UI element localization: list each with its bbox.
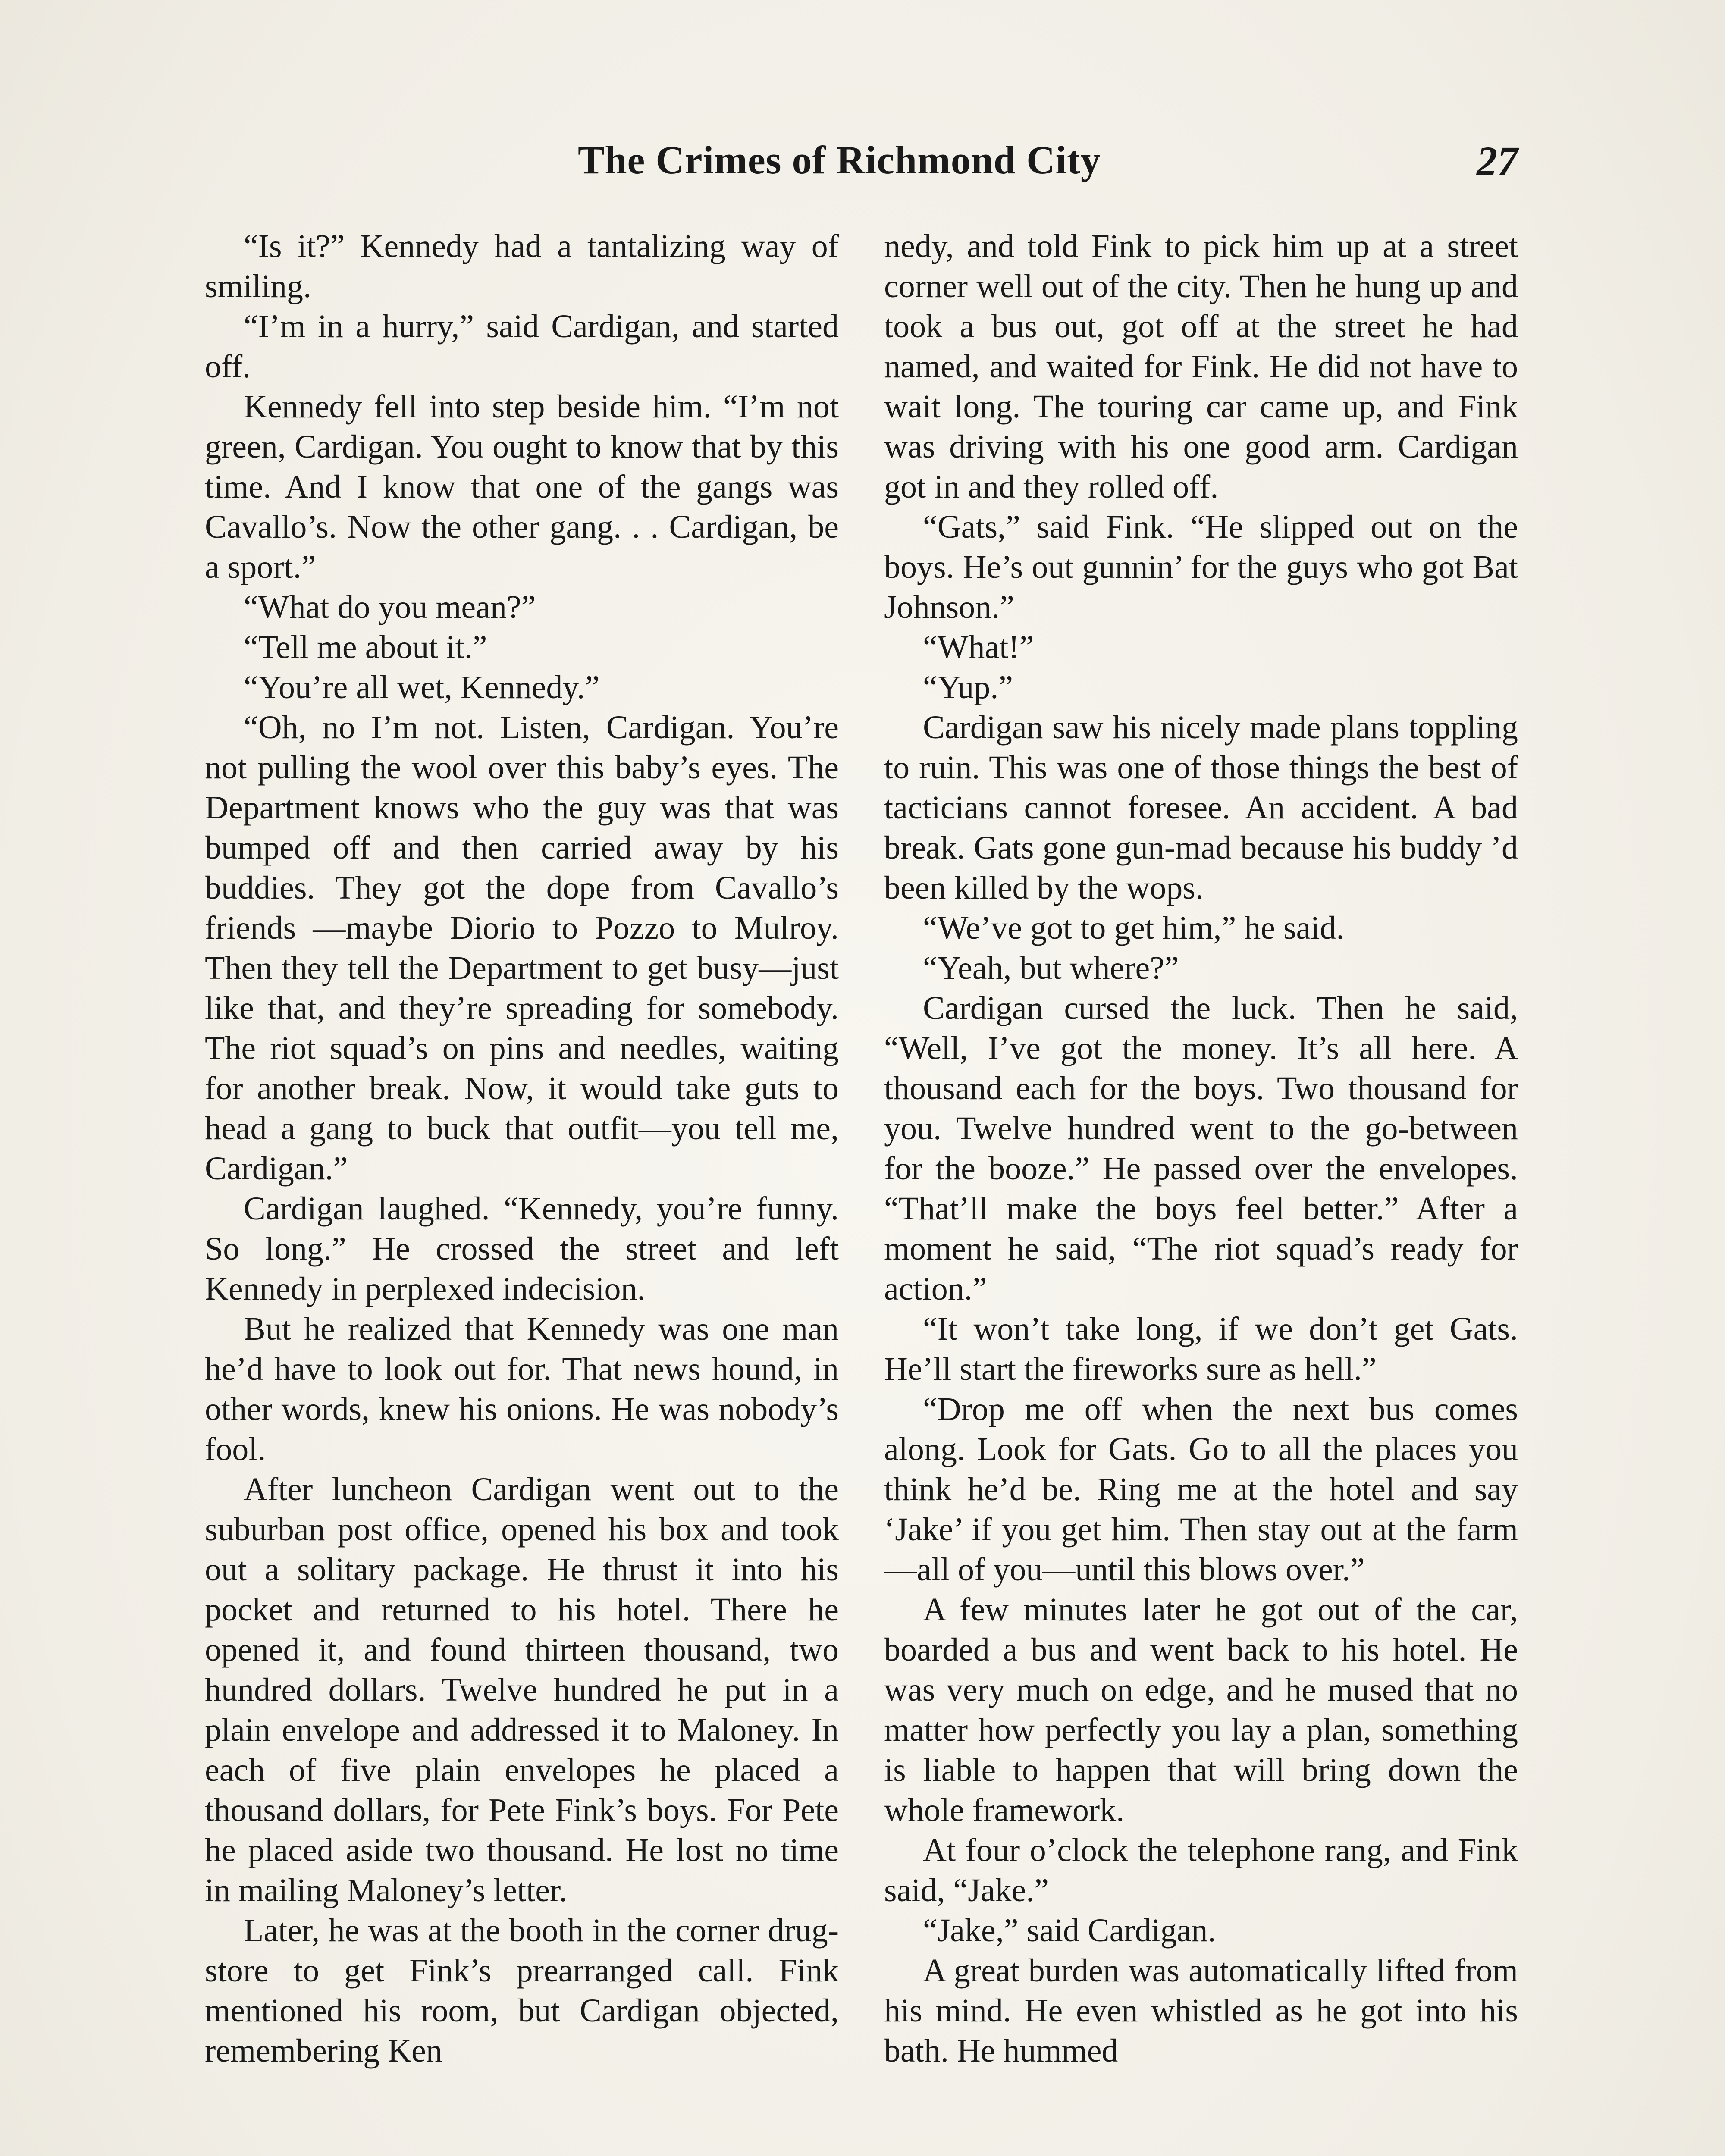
paragraph: “We’ve got to get him,” he said. xyxy=(923,910,1345,946)
paragraph: After luncheon Cardigan went out to the suburban post office, opened his box and took out a solitary package. He thrust it into his pocket and returned to his hotel. There he opened it, and found thirteen thousand, two hundred dollars. Twelve hundred he put in a plain envelope and addressed it to Maloney. In each of five plain envelopes he placed a thousand dollars, for Pete Fink’s boys. For Pete he placed aside two thousand. He lost no time in mailing Maloney’s letter. xyxy=(205,1471,839,1908)
paragraph: “I’m in a hurry,” said Cardigan, and started off. xyxy=(205,308,839,385)
paragraph: “Yeah, but where?” xyxy=(923,950,1179,986)
paragraph: “Oh, no I’m not. Listen, Cardigan. You’re not pulling the wool over this baby’s eyes. The Department knows who the guy was that was bumped off and then carried away by his buddies. They got the dope from Cavallo’s friends —maybe Diorio to Pozzo to Mulroy. Then they tell the Department to get busy—just like that, and they’re spreading for somebody. The riot squad’s on pins and needles, waiting for another break. Now, it would take guts to head a gang to buck that outfit—you tell me, Cardigan.” xyxy=(205,709,839,1187)
paragraph: A great burden was automatically lifted from his mind. He even whistled as he got into his bath. He hummed xyxy=(884,1952,1518,2069)
left-column xyxy=(205,226,839,2071)
paragraph: But he realized that Kennedy was one man he’d have to look out for. That news hound, in other words, knew his onions. He was nobody’s fool. xyxy=(205,1311,839,1467)
paragraph: Cardigan laughed. “Kennedy, you’re funny. So long.” He crossed the street and left Kennedy in perplexed indecision. xyxy=(205,1191,839,1307)
paragraph: “Gats,” said Fink. “He slipped out on the boys. He’s out gunnin’ for the guys who got Bat Johnson.” xyxy=(884,509,1518,625)
paragraph: Cardigan saw his nicely made plans toppling to ruin. This was one of those things the best of tacticians cannot foresee. An accident. A bad break. Gats gone gun-mad because his buddy ’d been killed by the wops. xyxy=(884,709,1518,906)
paragraph: Later, he was at the booth in the corner drug-store to get Fink’s prearranged call. Fink mentioned his room, but Cardigan objected, remembering Ken xyxy=(205,1912,839,2069)
paragraph: “What do you mean?” xyxy=(244,589,536,625)
paragraph: Cardigan cursed the luck. Then he said, “Well, I’ve got the money. It’s all here. A thousand each for the boys. Two thousand for you. Twelve hundred went to the go-between for the booze.” He passed over the envelopes. “That’ll make the boys feel better.” After a moment he said, “The riot squad’s ready for action.” xyxy=(884,990,1518,1307)
paragraph: At four o’clock the telephone rang, and Fink said, “Jake.” xyxy=(884,1832,1518,1908)
paragraph: “You’re all wet, Kennedy.” xyxy=(244,669,600,705)
paragraph: “It won’t take long, if we don’t get Gats. He’ll start the fireworks sure as hell.” xyxy=(884,1311,1518,1387)
paragraph: “What!” xyxy=(923,629,1034,665)
paragraph: nedy, and told Fink to pick him up at a street corner well out of the city. Then he hung up and took a bus out, got off at the street he had named, and waited for Fink. He did not have to wait long. The touring car came up, and Fink was driving with his one good arm. Cardigan got in and they rolled off. xyxy=(884,228,1518,505)
page-number: 27 xyxy=(1477,138,1518,184)
paragraph: Kennedy fell into step beside him. “I’m not green, Cardigan. You ought to know that by this time. And I know that one of the gangs was Cavallo’s. Now the other gang. . . Cardigan, be a sport.” xyxy=(205,389,839,585)
paragraph: A few minutes later he got out of the car, boarded a bus and went back to his hotel. He was very much on edge, and he mused that no matter how perfectly you lay a plan, something is liable to happen that will bring down the whole framework. xyxy=(884,1592,1518,1828)
running-title: The Crimes of Richmond City xyxy=(578,138,1101,182)
paragraph: “Yup.” xyxy=(923,669,1013,705)
paragraph: “Drop me off when the next bus comes along. Look for Gats. Go to all the places you think he’d be. Ring me at the hotel and say ‘Jake’ if you get him. Then stay out at the farm—all of you—until this blows over.” xyxy=(884,1391,1518,1588)
paragraph: “Tell me about it.” xyxy=(244,629,487,665)
paragraph: “Is it?” Kennedy had a tantalizing way of smiling. xyxy=(205,228,839,304)
right-column xyxy=(884,226,1518,2071)
page-header xyxy=(207,137,1518,193)
paragraph: “Jake,” said Cardigan. xyxy=(923,1912,1216,1949)
